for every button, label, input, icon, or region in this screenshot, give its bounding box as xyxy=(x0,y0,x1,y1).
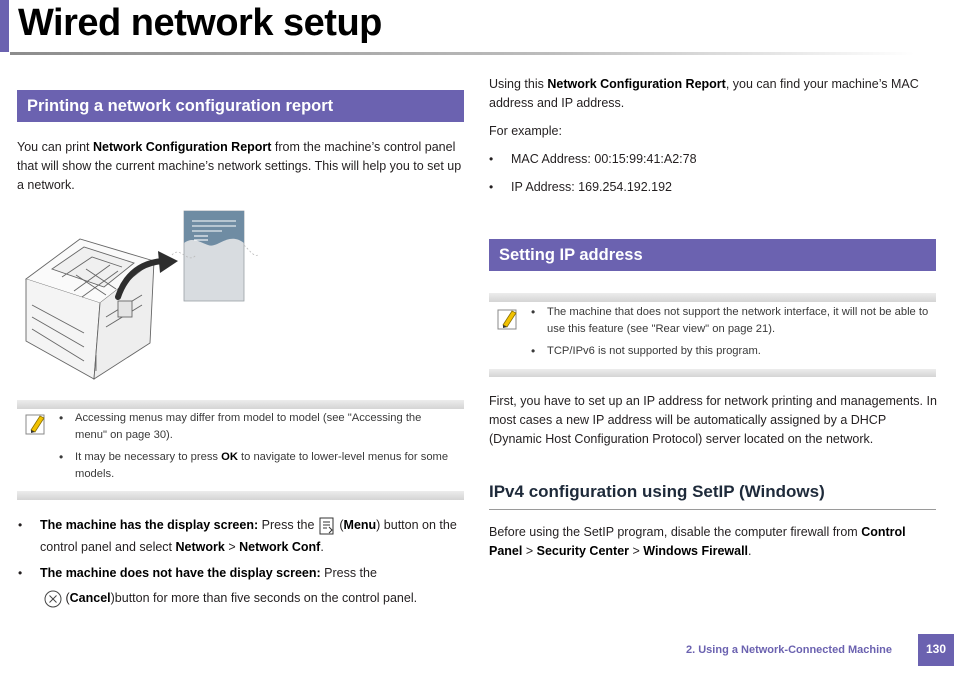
before-using-paragraph xyxy=(489,523,939,561)
text: MAC Address: 00:15:99:41:A2:78 xyxy=(511,152,697,166)
bullet: • xyxy=(18,566,23,580)
for-example: For example: xyxy=(489,124,562,138)
subsection-rule xyxy=(489,509,936,510)
bold-control-panel: Control Panel xyxy=(489,525,906,558)
bullet: • xyxy=(489,152,494,166)
intro-text-2: from the machine’s control panel that will show the current machine’s network settings. This will help you to set up a network. xyxy=(17,140,462,192)
text: Using this xyxy=(489,77,548,91)
bold-security-center: Security Center xyxy=(536,544,630,558)
note-text: The machine that does not support the network interface, it will not be able to use this feature (see "Rear view" on page 21). xyxy=(547,306,929,335)
example-ip-address xyxy=(489,178,673,197)
text: IP Address: 169.254.192.192 xyxy=(511,180,673,194)
first-ip-paragraph: First, you have to set up an IP address for network printing and managements. In most cases a new IP address will be automatically assigned by a DHCP (Dynamic Host Configuration Protocol) server located on the network. xyxy=(489,394,937,446)
note-text: TCP/IPv6 is not supported by this program. xyxy=(547,345,761,357)
intro-paragraph xyxy=(17,138,467,195)
printer-illustration xyxy=(22,205,262,385)
note-item xyxy=(531,304,931,337)
bullet-display-screen xyxy=(18,514,465,558)
report-paper-illustration xyxy=(172,211,258,301)
bullet: • xyxy=(59,411,64,425)
note-pencil-icon xyxy=(25,412,47,436)
note-item xyxy=(59,410,455,443)
cancel-button-icon xyxy=(44,590,62,608)
note-bold-ok: OK xyxy=(221,451,238,463)
page-number: 130 xyxy=(918,634,954,666)
note-bottom-bar xyxy=(489,369,936,377)
note-box-menus xyxy=(17,400,464,500)
bullet: • xyxy=(489,180,494,194)
bold-network: Network xyxy=(175,540,225,554)
bullet-no-display-screen xyxy=(18,564,465,583)
intro-text-1: You can print xyxy=(17,140,93,154)
text: . xyxy=(748,544,752,558)
bullet: • xyxy=(531,344,536,358)
section-heading-setting-ip: Setting IP address xyxy=(489,239,936,271)
using-report-paragraph xyxy=(489,75,939,113)
bold-display-screen: The machine has the display screen: xyxy=(40,518,259,532)
page-title: Wired network setup xyxy=(18,2,382,44)
text: > xyxy=(224,540,240,554)
cancel-line xyxy=(44,589,469,608)
section-heading-printing-report: Printing a network configuration report xyxy=(17,90,464,122)
note-item xyxy=(531,343,931,360)
menu-button-icon xyxy=(318,517,336,535)
note-top-bar xyxy=(489,293,936,302)
note-bottom-bar xyxy=(17,491,464,500)
note-text: It may be necessary to press xyxy=(75,451,222,463)
note-item xyxy=(59,449,455,482)
bold-cancel: Cancel xyxy=(69,591,111,605)
title-accent-bar xyxy=(0,0,9,52)
bullet: • xyxy=(18,518,23,532)
subsection-heading-ipv4-setip: IPv4 configuration using SetIP (Windows) xyxy=(489,482,825,501)
text: Before using the SetIP program, disable the computer firewall from xyxy=(489,525,862,539)
text: > xyxy=(522,544,537,558)
text: ( xyxy=(62,591,70,605)
note-text: to navigate to lower-level menus for some models. xyxy=(75,451,449,480)
note-list xyxy=(531,304,931,360)
bold-network-conf: Network Conf xyxy=(239,540,321,554)
bullet: • xyxy=(59,450,64,464)
text: Press the xyxy=(258,518,318,532)
bullet: • xyxy=(531,305,536,319)
bold-no-display-screen: The machine does not have the display screen: xyxy=(40,566,321,580)
bold-windows-firewall: Windows Firewall xyxy=(643,544,749,558)
footer-chapter-link[interactable]: 2. Using a Network-Connected Machine xyxy=(686,644,892,656)
note-pencil-icon xyxy=(497,307,519,331)
text: )button for more than five seconds on the control panel. xyxy=(110,591,418,605)
intro-bold-report: Network Configuration Report xyxy=(92,140,272,154)
bold-report: Network Configuration Report xyxy=(547,77,726,91)
text: , you can find your machine’s MAC address and IP address. xyxy=(489,77,919,110)
title-rule xyxy=(10,52,915,55)
text: ( xyxy=(335,518,344,532)
note-top-bar xyxy=(17,400,464,409)
note-text: Accessing menus may differ from model to model (see "Accessing the menu" on page 30). xyxy=(75,412,422,441)
note-list xyxy=(59,410,455,482)
bold-menu: Menu xyxy=(343,518,377,532)
example-mac-address xyxy=(489,150,697,169)
text: . xyxy=(320,540,324,554)
text: > xyxy=(629,544,644,558)
text: Press the xyxy=(320,566,377,580)
text: ) button on the control panel and select xyxy=(40,518,457,554)
note-box-setip xyxy=(489,293,936,377)
